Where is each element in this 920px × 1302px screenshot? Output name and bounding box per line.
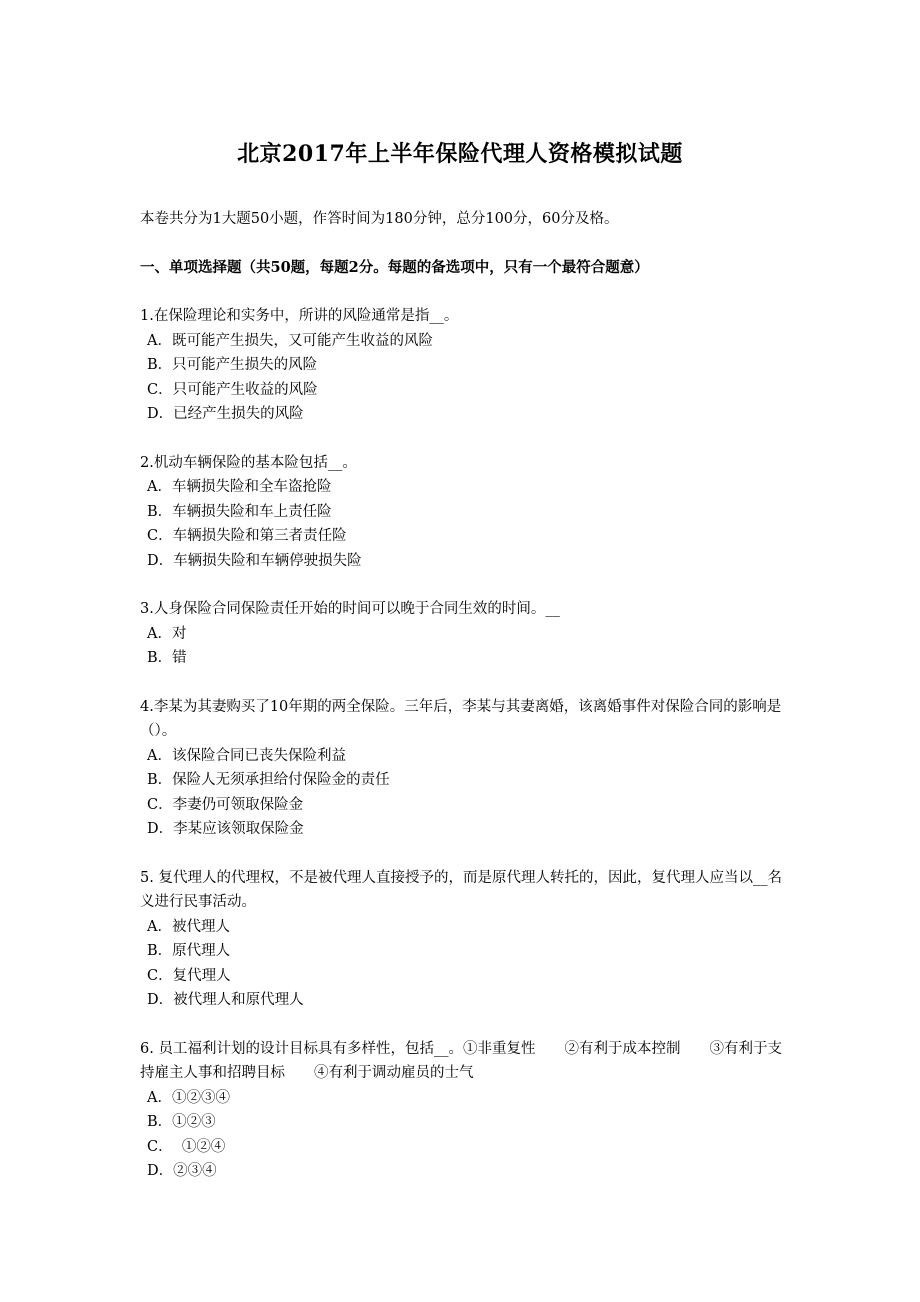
option-d: D．②③④ (147, 1163, 217, 1179)
question-4 (140, 695, 782, 842)
question-stem: 3.人身保险合同保险责任开始的时间可以晚于合同生效的时间。__ (140, 601, 560, 617)
exam-intro: 本卷共分为1大题50小题，作答时间为180分钟，总分100分，60分及格。 (140, 211, 619, 227)
question-3 (140, 597, 782, 671)
question-list (140, 304, 782, 1208)
option-a: A．该保险合同已丧失保险利益 (147, 747, 346, 764)
question-2 (140, 451, 782, 574)
option-b: B．只可能产生损失的风险 (147, 357, 318, 373)
section-heading: 一、单项选择题（共50题，每题2分。每题的备选项中，只有一个最符合题意） (140, 259, 649, 276)
option-d: D．车辆损失险和车辆停驶损失险 (147, 552, 362, 569)
question-stem: 6. 员工福利计划的设计目标具有多样性，包括__。①非重复性 ②有利于成本控制 ③有利于支持雇主人事和招聘目标 ④有利于调动雇员的士气 (140, 1040, 782, 1081)
option-a: A．既可能产生损失，又可能产生收益的风险 (147, 332, 433, 349)
option-a: A．车辆损失险和全车盗抢险 (147, 479, 332, 495)
question-stem: 4.李某为其妻购买了10年期的两全保险。三年后，李某与其妻离婚，该离婚事件对保险合同的影响是（）。 (140, 698, 782, 739)
question-5 (140, 866, 782, 1013)
option-b: B．车辆损失险和车上责任险 (147, 503, 332, 520)
option-c: C．李妻仍可领取保险金 (147, 796, 304, 813)
option-d: D．被代理人和原代理人 (147, 992, 304, 1008)
option-c: C．复代理人 (147, 967, 231, 984)
question-stem: 2.机动车辆保险的基本险包括__。 (140, 454, 357, 471)
question-stem: 5. 复代理人的代理权，不是被代理人直接授予的，而是原代理人转托的，因此，复代理人应当以__名义进行民事活动。 (140, 869, 782, 910)
option-d: D．已经产生损失的风险 (147, 406, 304, 422)
question-stem: 1.在保险理论和实务中，所讲的风险通常是指__。 (140, 308, 459, 324)
question-6 (140, 1037, 782, 1184)
option-c: C．车辆损失险和第三者责任险 (147, 528, 347, 544)
document-title: 北京2017年上半年保险代理人资格模拟试题 (237, 141, 683, 167)
option-a: A．①②③④ (147, 1089, 230, 1106)
option-b: B．①②③ (147, 1114, 216, 1130)
option-b: B．错 (147, 650, 187, 666)
option-c: C．只可能产生收益的风险 (147, 381, 318, 398)
option-b: B．保险人无须承担给付保险金的责任 (147, 772, 390, 788)
option-b: B．原代理人 (147, 943, 231, 959)
option-c: C． ①②④ (147, 1138, 226, 1155)
option-d: D．李某应该领取保险金 (147, 821, 304, 837)
option-a: A．被代理人 (147, 918, 230, 935)
option-a: A．对 (147, 625, 187, 642)
question-1 (140, 304, 782, 427)
